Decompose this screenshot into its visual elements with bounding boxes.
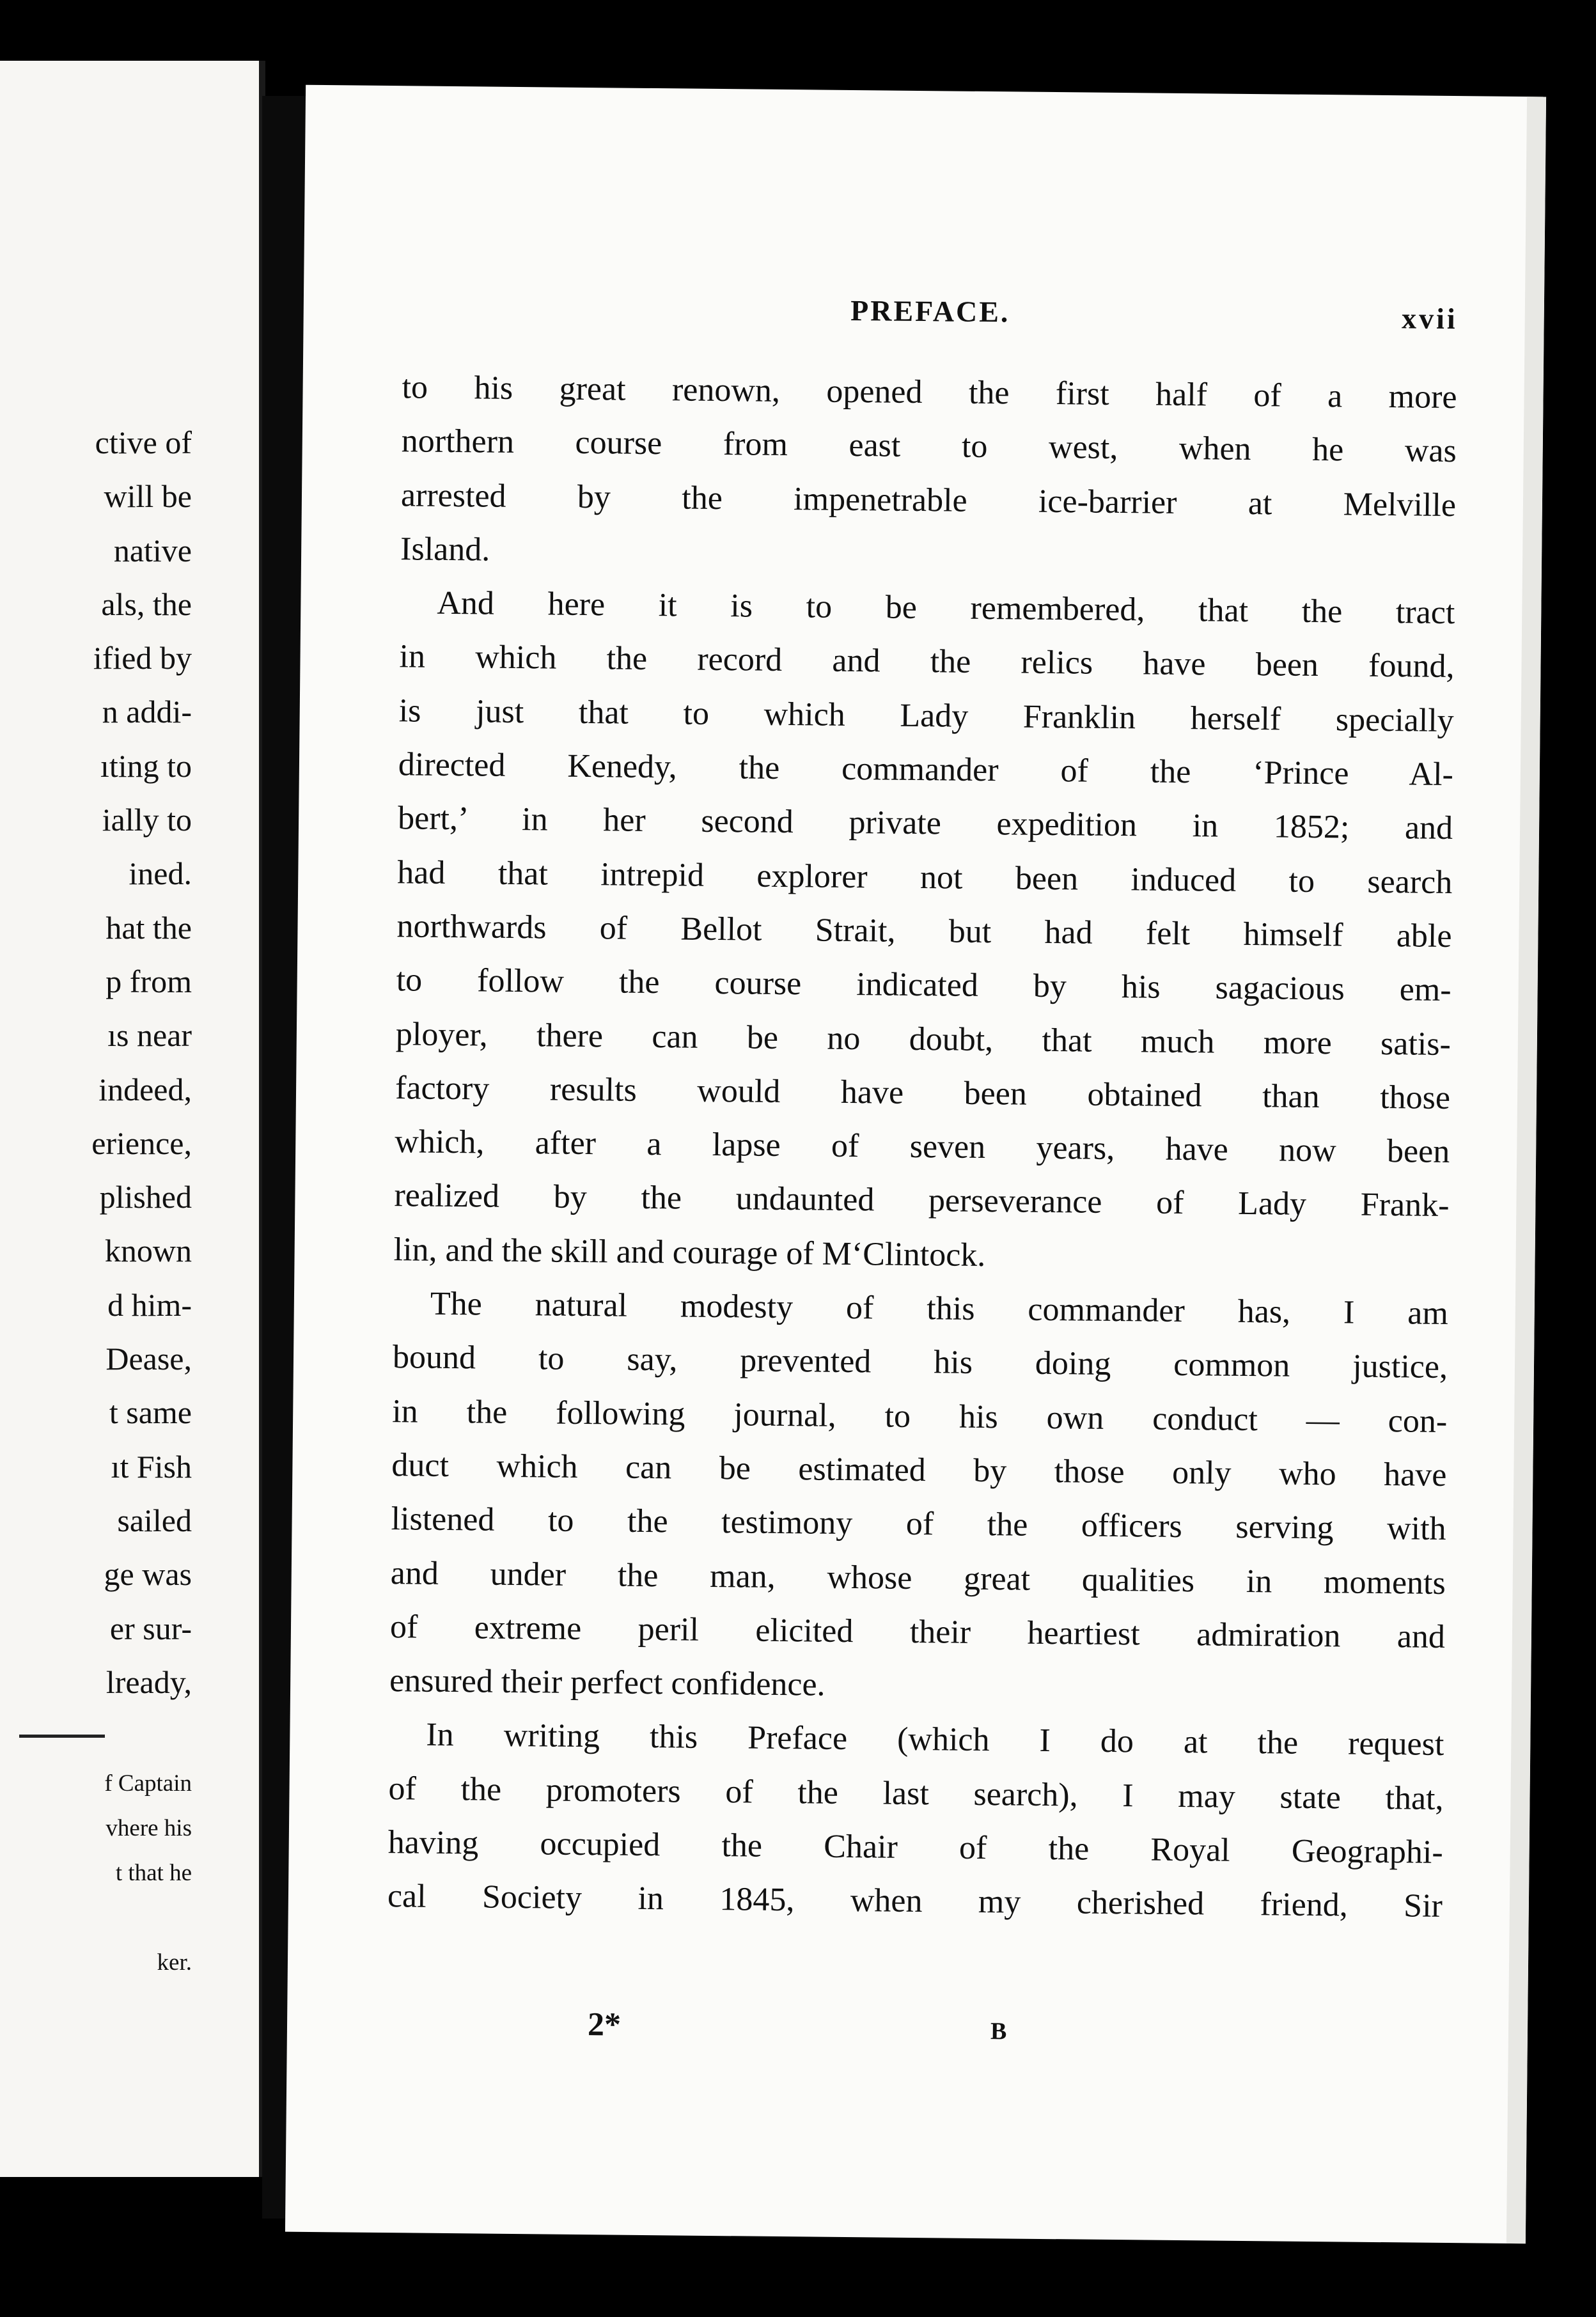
left-page-line: known xyxy=(104,1233,192,1269)
left-page-line: plished xyxy=(99,1179,192,1215)
footnote-line: ker. xyxy=(157,1949,192,1976)
text-line: in which the record and the relics have been found, xyxy=(399,638,1455,685)
left-page-line: d him- xyxy=(107,1286,192,1323)
left-page-line: ıt Fish xyxy=(111,1448,192,1485)
text-line: duct which can be estimated by those only who have xyxy=(391,1447,1447,1494)
text-line: directed Kenedy, the commander of the ‘Prince Al- xyxy=(398,746,1454,793)
text-line: Island. xyxy=(400,531,490,568)
left-page-line: ified by xyxy=(93,640,192,676)
signature-mark: 2* xyxy=(587,2006,622,2043)
left-page-line: Dease, xyxy=(106,1341,192,1377)
text-line: ensured their perfect confidence. xyxy=(389,1662,825,1703)
text-line: factory results would have been obtained than those xyxy=(395,1070,1451,1116)
left-page-line: ge was xyxy=(104,1556,192,1593)
text-line: had that intrepid explorer not been induced to search xyxy=(397,854,1453,901)
footnote-rule xyxy=(19,1735,105,1738)
text-line: ployer, there can be no doubt, that much more satis- xyxy=(395,1015,1451,1063)
signature-letter: B xyxy=(990,2018,1007,2045)
left-page-line: hat the xyxy=(106,909,192,946)
body-text xyxy=(387,361,1457,1933)
left-page-line: t same xyxy=(109,1394,192,1431)
footnote-line: f Captain xyxy=(104,1770,192,1797)
text-line: lin, and the skill and courage of M‘Clintock. xyxy=(393,1231,986,1274)
left-page-line: n addi- xyxy=(102,694,192,730)
text-line: of extreme peril elicited their heartiest admiration and xyxy=(389,1608,1446,1655)
text-line: And here it is to be remembered, that the tract xyxy=(437,584,1455,632)
text-line: having occupied the Chair of the Royal Geographi- xyxy=(387,1824,1443,1871)
page-number: xvii xyxy=(1401,302,1458,336)
left-page-line: lready, xyxy=(106,1664,192,1700)
text-line: which, after a lapse of seven years, have now been xyxy=(395,1123,1450,1171)
text-line: bert,’ in her second private expedition in 1852; and xyxy=(397,800,1453,847)
footnote-line: vhere his xyxy=(106,1815,192,1841)
text-line: arrested by the impenetrable ice-barrier at Melville xyxy=(400,476,1457,524)
text-line: bound to say, prevented his doing common justice, xyxy=(392,1339,1448,1386)
left-page-line: sailed xyxy=(117,1502,192,1538)
text-line: northwards of Bellot Strait, but had felt himself able xyxy=(396,908,1452,955)
text-line: northern course from east to west, when he was xyxy=(401,423,1457,470)
left-page-line: er sur- xyxy=(109,1610,192,1646)
text-line: to follow the course indicated by his sagacious em- xyxy=(396,962,1451,1009)
left-page-line: ined. xyxy=(129,855,192,892)
left-page-line: erience, xyxy=(91,1125,192,1161)
left-page-fragment xyxy=(0,61,265,2177)
text-line: of the promoters of the last search), I may state that, xyxy=(388,1770,1444,1817)
page-header xyxy=(402,289,1458,344)
running-head: PREFACE. xyxy=(850,293,1010,329)
text-line: cal Society in 1845, when my cherished friend, Sir xyxy=(387,1878,1443,1925)
left-page-footnotes xyxy=(0,1761,192,1985)
text-line: is just that to which Lady Franklin herself specially xyxy=(398,692,1454,739)
left-page-line: native xyxy=(113,532,192,568)
left-page-line: als, the xyxy=(101,586,192,622)
left-page-line: ially to xyxy=(102,802,192,838)
left-page-line: indeed, xyxy=(98,1071,192,1107)
left-page-line: ıs near xyxy=(107,1017,192,1054)
left-page-line: p from xyxy=(106,963,192,999)
text-line: in the following journal, to his own conduct — con- xyxy=(391,1393,1448,1440)
text-line: In writing this Preface (which I do at the request xyxy=(426,1717,1444,1763)
left-page-line: ıting to xyxy=(100,747,192,784)
left-page-text xyxy=(0,416,192,1709)
text-line: to his great renown, opened the first half of a more xyxy=(402,369,1457,416)
footnote-line: t that he xyxy=(115,1860,192,1886)
left-page-line: ctive of xyxy=(95,425,192,460)
text-line: and under the man, whose great qualities in moments xyxy=(390,1554,1446,1602)
text-line: realized by the undaunted perseverance of Lady Frank- xyxy=(394,1177,1450,1224)
text-line: listened to the testimony of the officers serving with xyxy=(391,1501,1446,1548)
main-page xyxy=(285,85,1546,2243)
page-edge xyxy=(1506,97,1546,2243)
text-line: The natural modesty of this commander has, I am xyxy=(430,1285,1449,1332)
left-page-line: will be xyxy=(104,478,192,515)
